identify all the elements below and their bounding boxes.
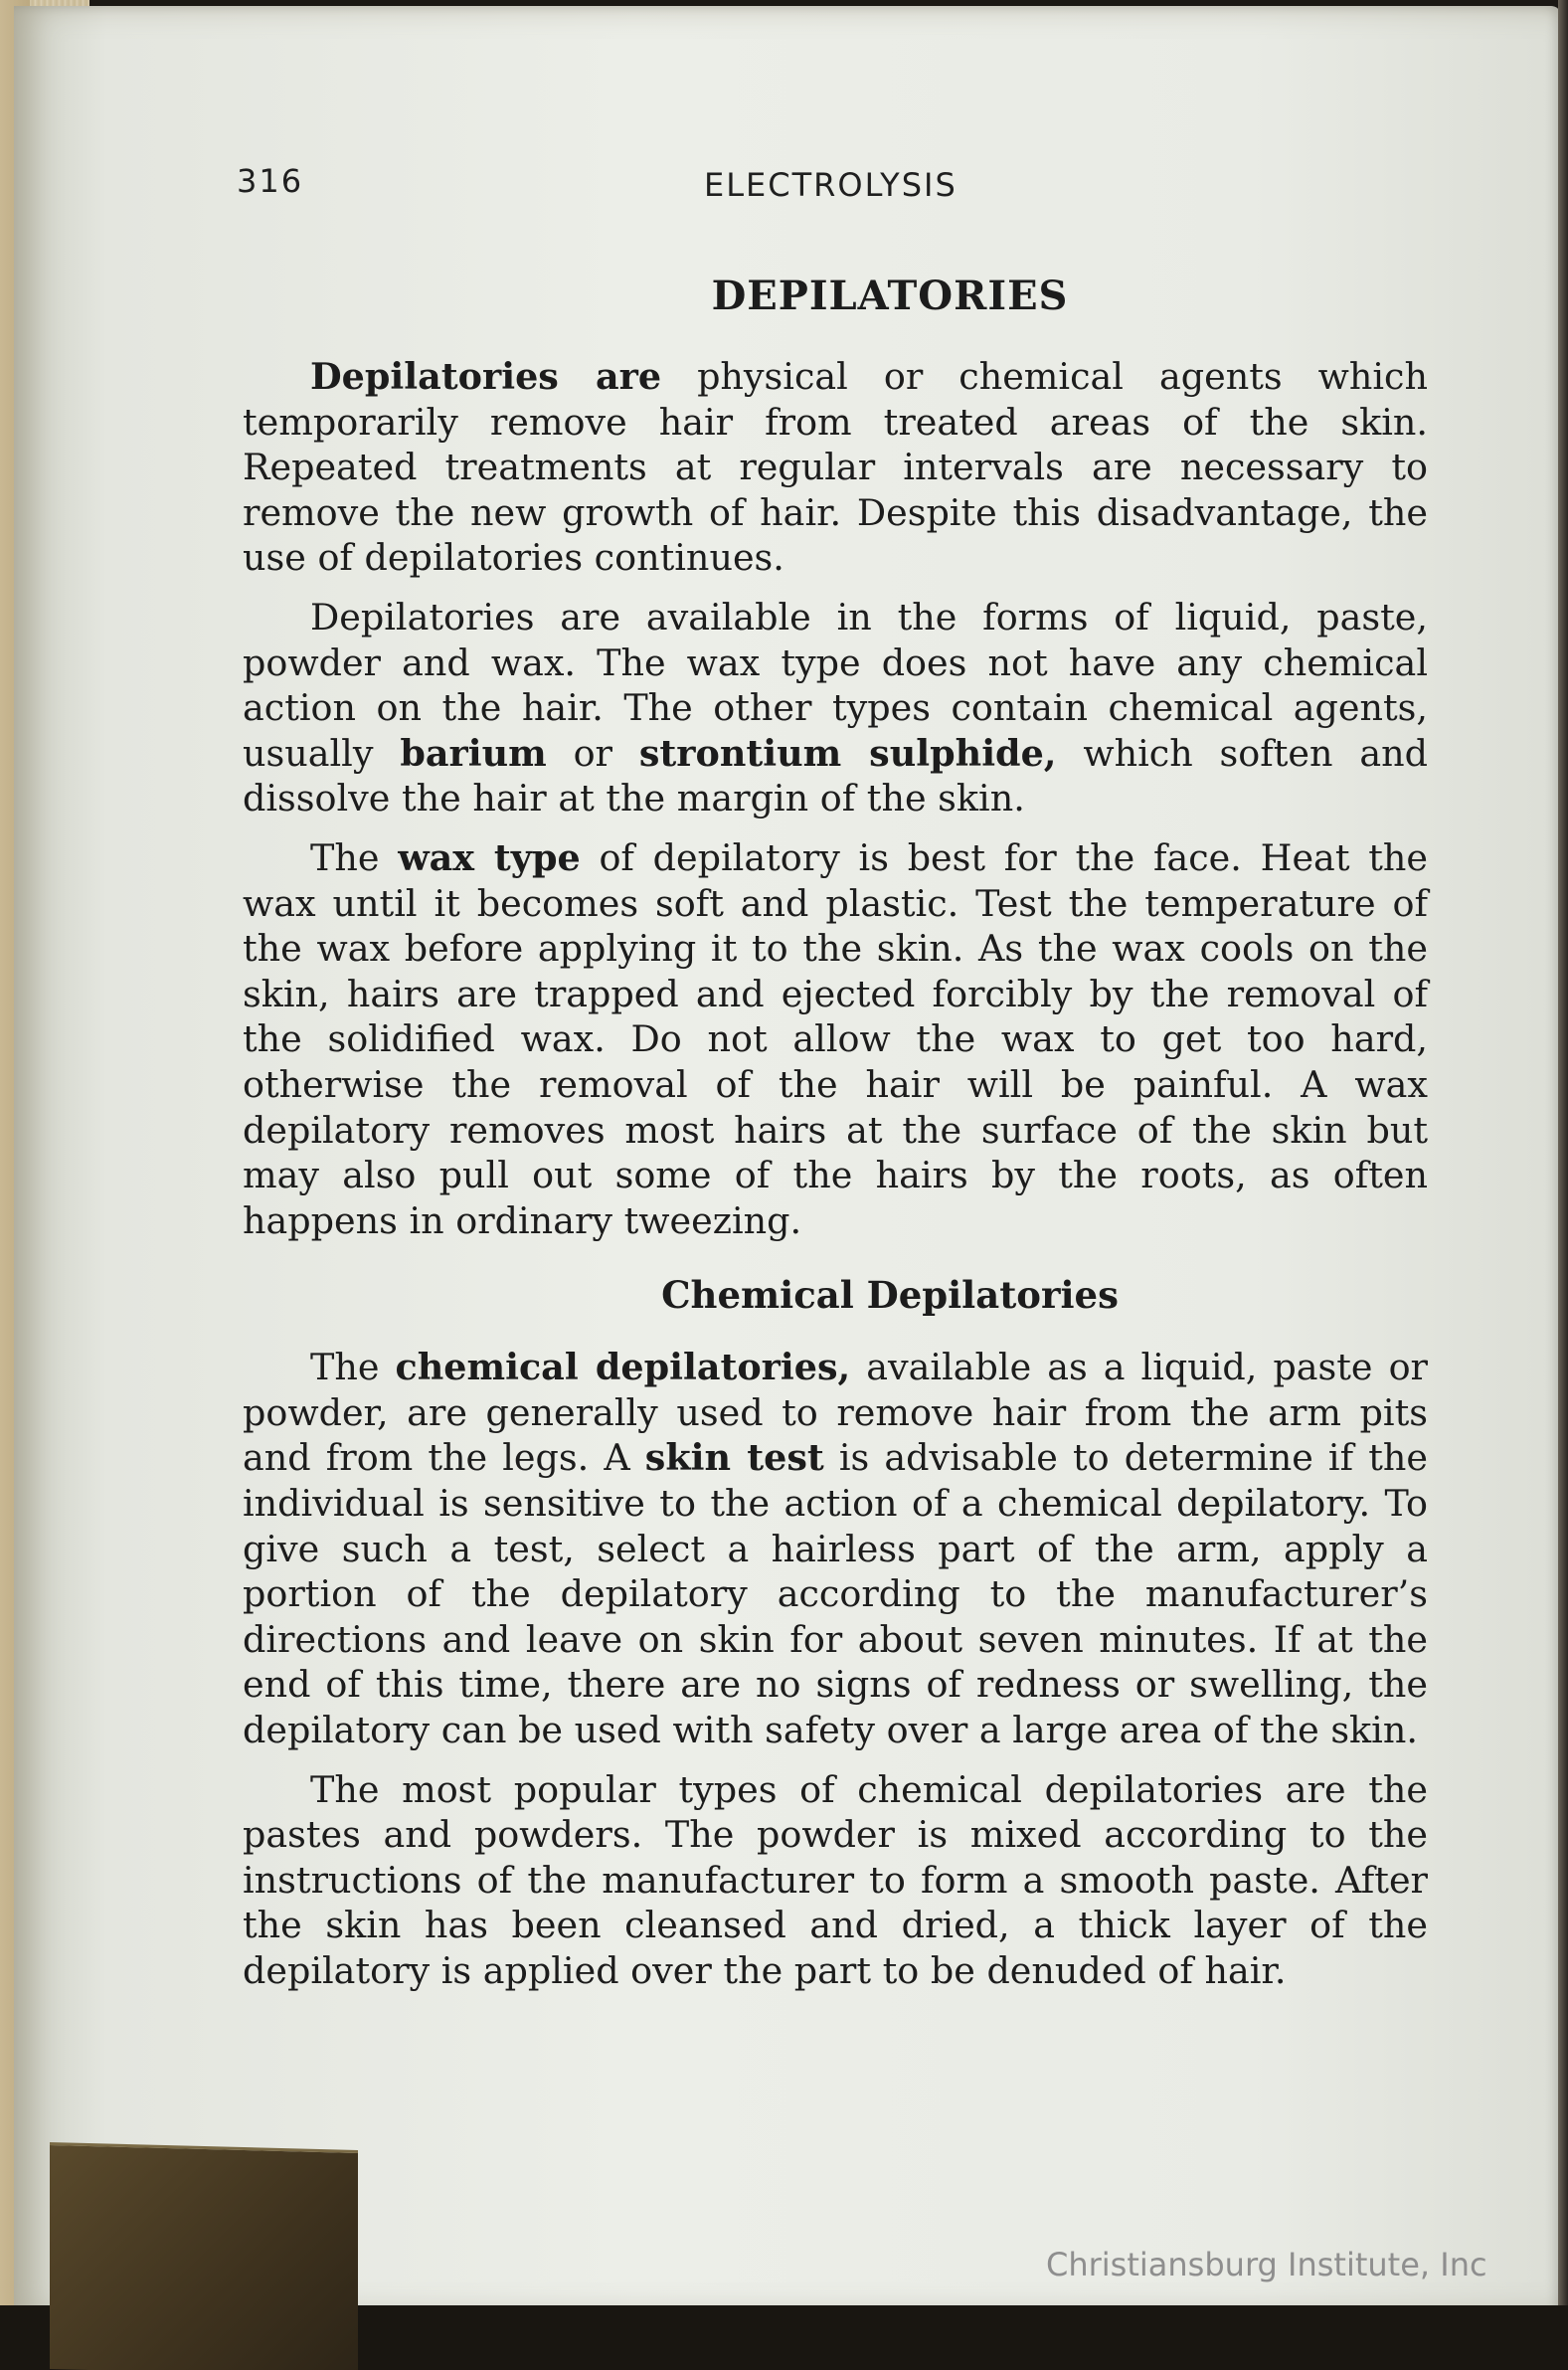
paragraph <box>243 595 1428 821</box>
bold-term: chemical depilatories, <box>395 1346 851 1389</box>
subsection-title: Chemical Depilatories <box>661 1273 1119 1318</box>
section-title: DEPILATORIES <box>711 273 1069 319</box>
page-holder-block <box>50 2142 358 2370</box>
paragraph-text: The <box>310 835 399 879</box>
paragraph <box>243 1345 1428 1752</box>
paragraph-text: The most popular types of chemical depilatories are the pastes and powders. The powder is mixed according to the instructions of the manufacturer to form a smooth paste. After the skin has been cleansed and dried, a thick layer of the depilatory is applied over the part to be denuded of hair. <box>243 1767 1428 1992</box>
paragraph-text: The <box>310 1346 396 1389</box>
running-title: ELECTROLYSIS <box>704 166 958 204</box>
paragraph-text: or <box>546 731 639 775</box>
paragraph-text: which soften and dissolve the hair at the margin of the skin. <box>243 731 1428 820</box>
watermark: Christiansburg Institute, Inc <box>1046 2246 1487 2283</box>
paragraph <box>243 1767 1428 1994</box>
paragraph-text: of depilatory is best for the face. Heat the wax until it becomes soft and plastic. Test the temperature of the wax before applying it to the skin. As the wax cools on the skin, hairs are trapped and ejected forcibly by the removal of the solidified wax. Do not allow the wax to get too hard, otherwise the removal of the hair will be painful. A wax depilatory removes most hairs at the surface of the skin but may also pull out some of the hairs by the roots, as often happens in ordinary tweezing. <box>243 835 1429 1242</box>
paragraph-text: physical or chemical agents which temporarily remove hair from treated areas of the skin. Repeated treatments at regular intervals are necessary to remove the new growth of hair. Despite this disadvantage, the use of depilatories continues. <box>243 355 1428 580</box>
bold-term: barium <box>400 731 547 775</box>
paragraph <box>243 354 1428 581</box>
paragraph <box>243 835 1428 1243</box>
bold-term: strontium sulphide, <box>638 731 1057 775</box>
bold-term: skin test <box>644 1436 824 1480</box>
body-text <box>243 271 1428 2008</box>
running-header <box>237 162 1420 202</box>
bold-term: wax type <box>398 835 581 879</box>
paragraph-text: is advisable to determine if the individual is sensitive to the action of a chemical depilatory. To give such a test, select a hairless part of the arm, apply a portion of the depilatory according to the manufacturer’s directions and leave on skin for about seven minutes. If at the end of this time, there are no signs of redness or swelling, the depilatory can be used with safety over a large area of the skin. <box>243 1436 1428 1752</box>
bold-term: Depilatories are <box>310 355 662 398</box>
paragraph-text: Depilatories are available in the forms of liquid, paste, powder and wax. The wax type does not have any chemical action on the hair. The other types contain chemical agents, usually <box>243 595 1428 775</box>
paragraph-text: available as a liquid, paste or powder, are generally used to remove hair from the arm pits and from the legs. A <box>243 1346 1428 1480</box>
right-shadow-edge <box>1558 0 1568 2370</box>
page-number: 316 <box>237 162 304 200</box>
